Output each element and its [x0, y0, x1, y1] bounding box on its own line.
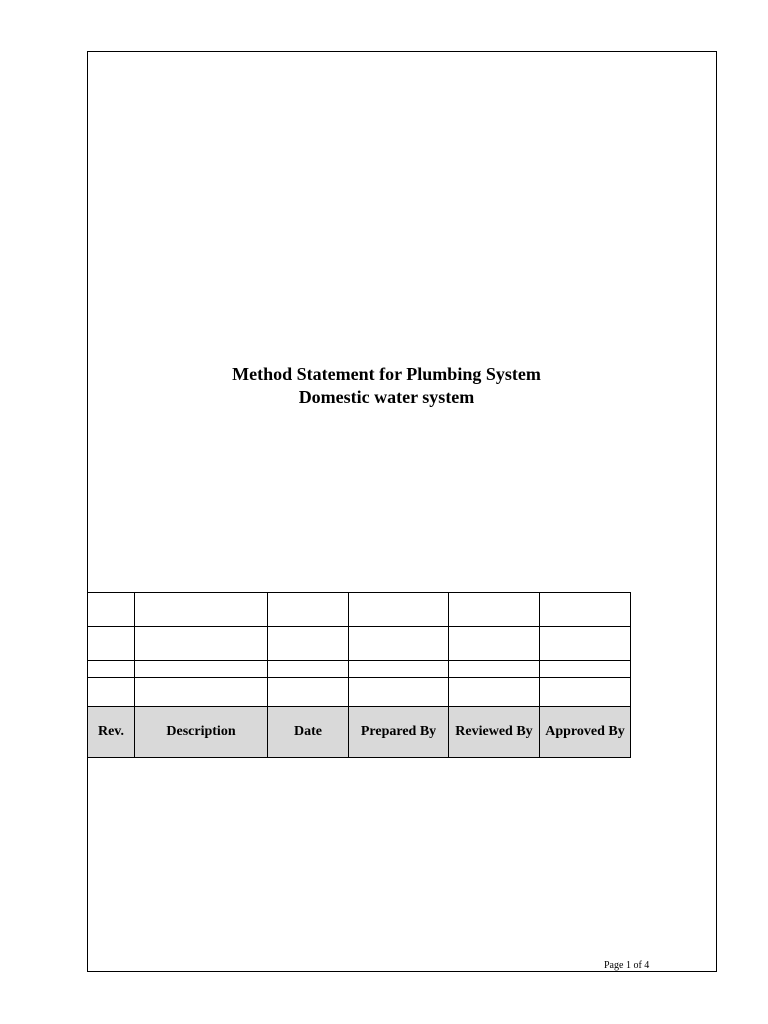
- header-description: Description: [135, 707, 268, 758]
- table-cell: [135, 627, 268, 661]
- header-prepared-by: Prepared By: [349, 707, 449, 758]
- document-title: Method Statement for Plumbing System: [232, 364, 541, 384]
- table-cell: [268, 627, 349, 661]
- table-cell: [349, 678, 449, 707]
- table-cell: [540, 678, 631, 707]
- table-cell: [449, 627, 540, 661]
- revision-table: [87, 592, 631, 758]
- table-cell: [540, 593, 631, 627]
- table-cell: [268, 678, 349, 707]
- table-row: [88, 661, 631, 678]
- document-subtitle: Domestic water system: [298, 387, 475, 407]
- table-cell: [135, 678, 268, 707]
- table-cell: [135, 593, 268, 627]
- table-header-row: [88, 707, 631, 758]
- page-border: [87, 51, 717, 972]
- table-cell: [88, 593, 135, 627]
- table-cell: [88, 627, 135, 661]
- header-rev: Rev.: [88, 707, 135, 758]
- header-date: Date: [268, 707, 349, 758]
- page-number: Page 1 of 4: [604, 960, 650, 971]
- table-cell: [449, 593, 540, 627]
- header-approved-by: Approved By: [540, 707, 631, 758]
- table-cell: [349, 593, 449, 627]
- table-cell: [540, 627, 631, 661]
- table-cell: [88, 678, 135, 707]
- table-cell: [449, 661, 540, 678]
- table-row: [88, 593, 631, 627]
- table-cell: [88, 661, 135, 678]
- header-reviewed-by: Reviewed By: [449, 707, 540, 758]
- table-cell: [268, 661, 349, 678]
- table-cell: [349, 627, 449, 661]
- table-cell: [349, 661, 449, 678]
- table-cell: [135, 661, 268, 678]
- table-cell: [268, 593, 349, 627]
- table-row: [88, 678, 631, 707]
- table-cell: [449, 678, 540, 707]
- table-cell: [540, 661, 631, 678]
- table-row: [88, 627, 631, 661]
- title-block: [87, 363, 717, 409]
